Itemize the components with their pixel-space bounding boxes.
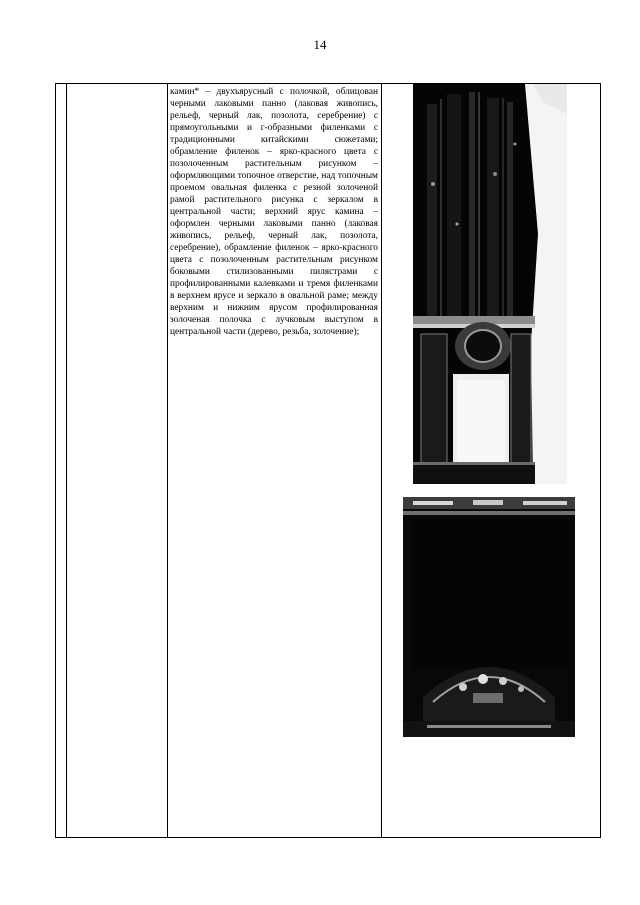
column-divider-3 <box>381 84 382 837</box>
object-description: камин* – двухъярусный с полочкой, облицован черными лаковыми панно (лаковая живопись, рельеф, черный лак, позолота, серебрение) с прямоугольными и г-образными филенками с традиционными китайскими сюжетами; обрамление филенок – ярко-красного цвета с позолоченным растительным рисунком – оформляющими топочное отверстие, над топочным проемом овальная филенка с резной золоченой рамой растительного рисунка с зеркалом в центральной части; верхний ярус камина – оформлен черными лаковыми панно (лаковая живопись, рельеф, черный лак, позолота, серебрение), обрамление филенок – ярко-красного цвета с позолоченным растительным рисунком боковыми стилизованными пилястрами с профилированными калевками и тремя филенками в верхнем ярусе и зеркало в овальной раме; между верхним и нижним ярусом профилированная золоченая полочка с лучковым выступом в центральной части (дерево, резьба, золочение); <box>170 87 378 337</box>
column-divider-1 <box>66 84 67 837</box>
fireplace-photo-icon <box>413 84 567 484</box>
page-number: 14 <box>313 37 327 52</box>
fireplace-photo <box>413 84 567 484</box>
object-table <box>55 83 601 838</box>
fireplace-detail-photo <box>403 497 575 737</box>
fireplace-detail-photo-icon <box>403 497 575 737</box>
column-divider-2 <box>167 84 168 837</box>
